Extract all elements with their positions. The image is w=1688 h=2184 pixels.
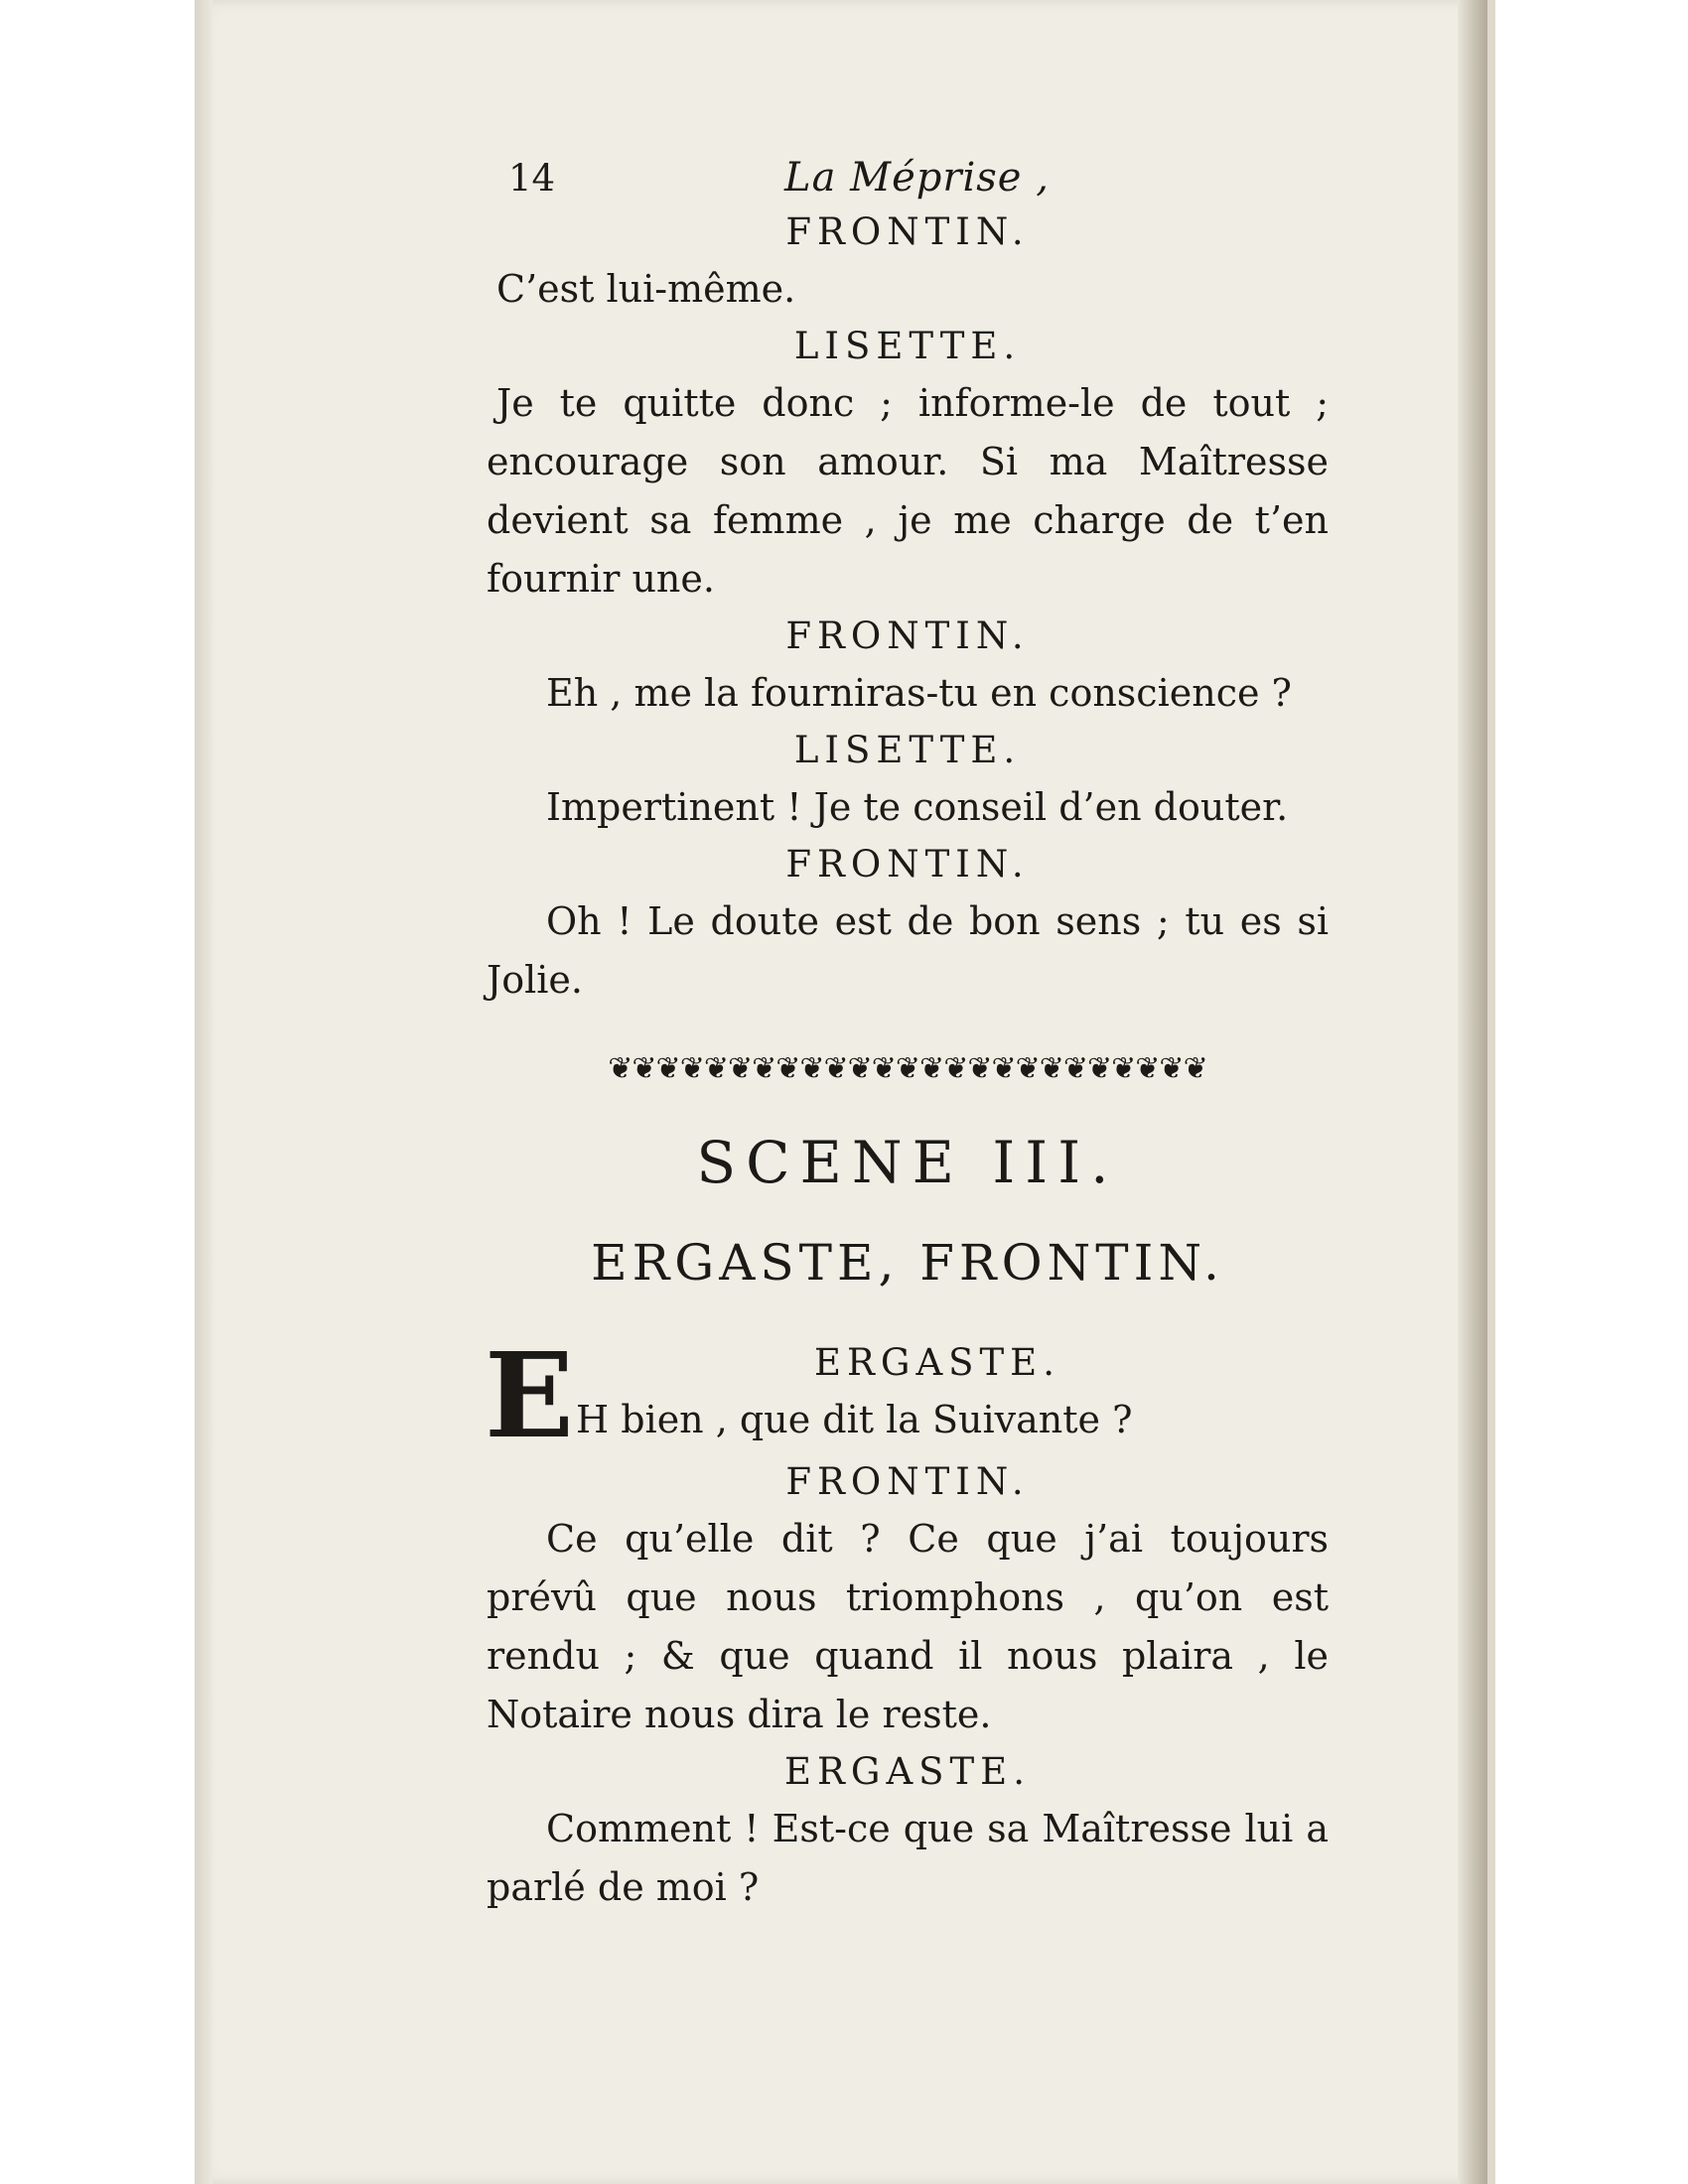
- scene-cast: ERGASTE, FRONTIN.: [591, 1234, 1224, 1292]
- speaker-name: LISETTE.: [793, 729, 1022, 771]
- speaker-name: FRONTIN.: [785, 614, 1030, 657]
- speaker-name: FRONTIN.: [785, 210, 1030, 253]
- scan-right-margin: [1495, 0, 1688, 2184]
- running-head: [487, 149, 1329, 205]
- drop-cap: E: [485, 1326, 574, 1464]
- speech: Oh ! Le doute est de bon sens ; tu es si Jolie.: [487, 899, 1329, 1002]
- dialogue-before: [487, 205, 1329, 1010]
- running-title: La Méprise ,: [784, 155, 1050, 201]
- speech: Impertinent ! Je te conseil d’en douter.: [546, 785, 1289, 829]
- scan-left-margin: [0, 0, 195, 2184]
- speech: Je te quitte donc ; informe-le de tout ; encourage son amour. Si ma Maîtresse devient sa femme , je me charge de t’en fournir une.: [487, 381, 1329, 601]
- scene-opening: [485, 1326, 1329, 1464]
- page-number: 14: [508, 157, 556, 200]
- ornament-rule: ❦❦❦❦❦❦❦❦❦❦❦❦❦❦❦❦❦❦❦❦❦❦❦❦❦: [608, 1051, 1207, 1086]
- speech: C’est lui-même.: [496, 267, 796, 311]
- speaker-name: ERGASTE.: [814, 1341, 1060, 1384]
- speaker-name: LISETTE.: [793, 325, 1022, 367]
- page-text: [487, 149, 1329, 1917]
- scene-title: SCENE III.: [696, 1129, 1119, 1196]
- speech: Comment ! Est-ce que sa Maîtresse lui a parlé de moi ?: [487, 1807, 1329, 1909]
- speaker-name: ERGASTE.: [784, 1750, 1031, 1793]
- book-gutter: [1458, 0, 1487, 2184]
- speaker-name: FRONTIN.: [785, 1460, 1030, 1503]
- speech: Eh , me la fourniras-tu en conscience ?: [546, 671, 1292, 715]
- page-edge: [195, 0, 212, 2184]
- facing-page-edge: [1487, 0, 1495, 2184]
- speaker-name: FRONTIN.: [785, 843, 1030, 886]
- speech: H bien , que dit la Suivante ?: [576, 1398, 1133, 1441]
- speech: Ce qu’elle dit ? Ce que j’ai toujours prévû que nous triomphons , qu’on est rendu ; & que quand il nous plaira , le Notaire nous dira le reste.: [487, 1517, 1329, 1736]
